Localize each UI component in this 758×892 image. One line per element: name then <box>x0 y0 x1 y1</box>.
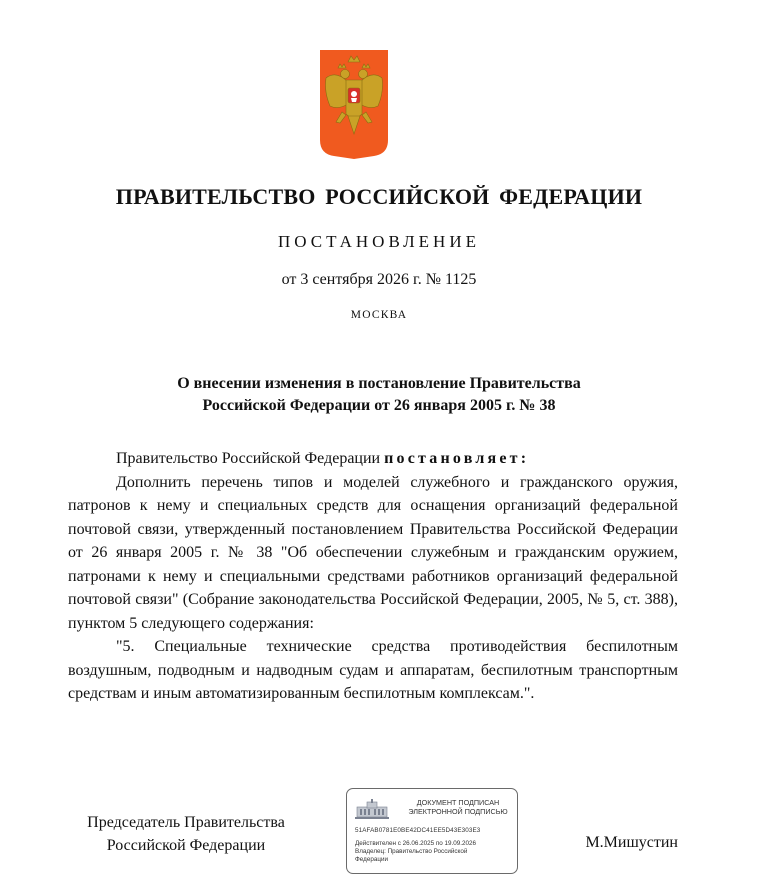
electronic-signature-stamp <box>346 788 518 874</box>
city: МОСКВА <box>350 309 408 321</box>
signer-title-line-2: Российской Федерации <box>106 837 266 854</box>
stamp-heading <box>403 798 513 816</box>
intro-text: Правительство Российской Федерации <box>116 450 385 467</box>
russian-coat-of-arms-icon <box>318 48 390 160</box>
signer-title-line-1: Председатель Правительства <box>87 814 285 831</box>
government-title: ПРАВИТЕЛЬСТВО РОССИЙСКОЙ ФЕДЕРАЦИИ <box>115 184 643 209</box>
signer-title <box>66 811 306 857</box>
subject-line-2: Российской Федерации от 26 января 2005 г. № 38 <box>202 397 556 414</box>
decree-date-number: от 3 сентября 2026 г. № 1125 <box>281 271 477 288</box>
paragraph-1: Дополнить перечень типов и моделей служебного и гражданского оружия, патронов к нему и специальных средств для оснащения организаций федеральной почтовой связи, утвержденный постановлением Правительства Российской Федерации от 26 января 2005 г. № 38 "Об обеспечении служебным и гражданским оружием, патронами к нему и специальными средствами работников организаций федеральной почтовой связи" (Собрание законодательства Российской Федерации, 2005, № 5, ст. 388), пунктом 5 следующего содержания: <box>68 473 678 632</box>
stamp-heading-line-1: ДОКУМЕНТ ПОДПИСАН <box>416 798 500 807</box>
decree-body <box>68 447 678 706</box>
owner-line-2: Федерации <box>355 856 388 863</box>
paragraph-2: "5. Специальные технические средства противодействия беспилотным воздушным, подводным и надводным судам и аппаратам, беспилотным транспортным средствам и иным автоматизированным беспилотным комплексам.". <box>68 638 678 702</box>
certificate-number: 51AFAB0781E0BE42DC41EE5D43E303E3 <box>355 827 481 834</box>
stamp-details <box>355 840 511 864</box>
subject-line-1: О внесении изменения в постановление Правительства <box>177 375 581 392</box>
signer-name: М.Мишустин <box>585 834 678 851</box>
intro-paragraph <box>68 447 678 471</box>
validity-period: Действителен с 26.06.2025 по 19.09.2026 <box>355 840 477 847</box>
document-type: ПОСТАНОВЛЕНИЕ <box>277 232 480 251</box>
owner-line-1: Владелец: Правительство Российской <box>355 848 468 855</box>
intro-decrees: постановляет: <box>384 450 530 467</box>
stamp-heading-line-2: ЭЛЕКТРОННОЙ ПОДПИСЬЮ <box>408 807 508 816</box>
decree-subject <box>60 373 698 417</box>
government-building-icon <box>355 798 389 820</box>
